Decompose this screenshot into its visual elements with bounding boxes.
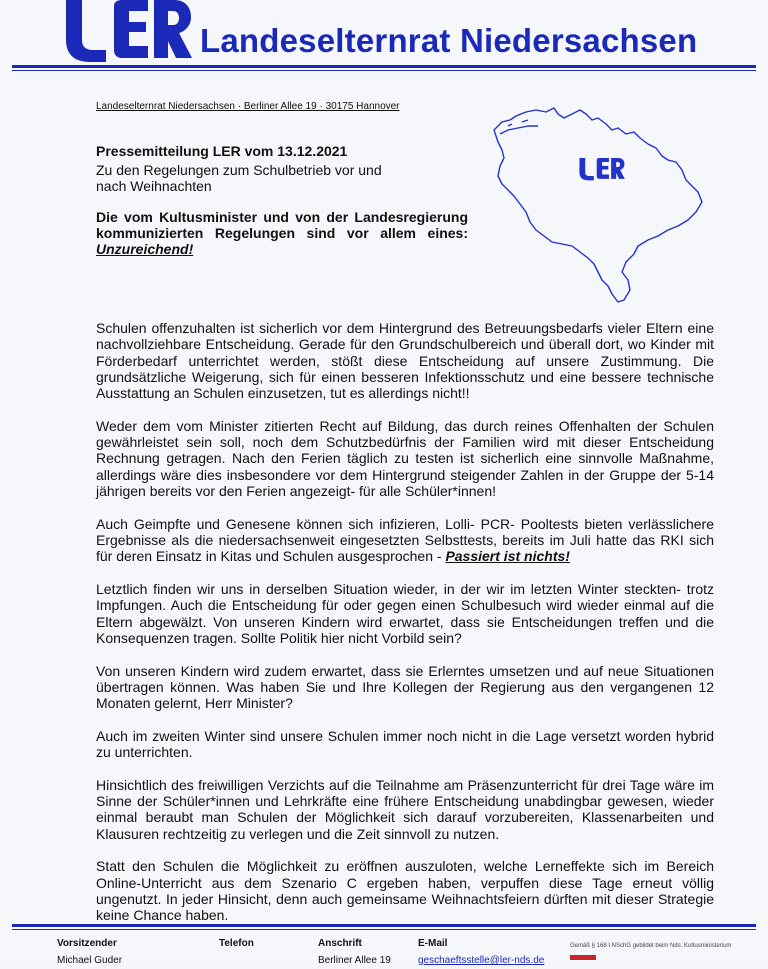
footer-chair-value: Michael Guder xyxy=(57,955,123,966)
footer-address-label: Anschrift xyxy=(318,938,362,949)
footer-chair-label: Vorsitzender xyxy=(57,938,117,949)
org-title: Landeselternrat Niedersachsen xyxy=(200,22,698,59)
footer-email-label: E-Mail xyxy=(418,938,448,949)
lead-statement xyxy=(96,209,468,257)
press-release-body xyxy=(96,320,714,940)
lower-saxony-map-icon xyxy=(488,104,728,309)
ler-logo-icon xyxy=(62,0,192,62)
paragraph: Hinsichtlich des freiwilligen Verzichts auf die Teilnahme am Präsenzunterricht für drei Tage wäre im Sinne der Schüler*innen und Lehrkräfte eine frühere Entscheidung unabdingbar gewesen, wieder einmal beraubt man Schulen der Möglichkeit sich darauf vorzubereiten, Klassenarbeiten und Klausuren rechtzeitig zu verlegen und die Zeit sinnvoll zu nutzen. xyxy=(96,776,714,842)
footer-chair xyxy=(57,935,122,969)
footer-phone xyxy=(219,935,254,952)
press-release-heading: Pressemitteilung LER vom 13.12.2021 xyxy=(96,143,348,159)
footer-legal-note: Gemäß § 168 I NSchG gebildet beim Nds. Kultusministerium xyxy=(570,943,732,949)
paragraph: Letztlich finden wir uns in derselben Situation wieder, in der wir im letzten Winter steckten- trotz Impfungen. Auch die Entscheidung für oder gegen einen Schulbesuch wird wieder einmal auf die Eltern abgewälzt. Von unseren Kindern wird erwartet, dass sie Entscheidungen treffen und die Konsequenzen tragen. Sollte Politik hier nicht Vorbild sein? xyxy=(96,581,714,646)
paragraph: Schulen offenzuhalten ist sicherlich vor dem Hintergrund des Betreuungsbedarfs vieler Eltern eine nachvollziehbare Entscheidung. Gerade für den Grundschulbereich und überall dort, wo Kinder mit Förderbedarf unterrichtet werden, stößt diese Entscheidung auf unsere Zustimmung. Die grundsätzliche Weigerung, sich für einen besseren Infektionsschutz und eine bessere technische Ausstattung an Schulen einzusetzen, tut es allerdings nicht!! xyxy=(96,320,714,402)
paragraph: Auch im zweiten Winter sind unsere Schulen immer noch nicht in die Lage versetzt worden hybrid zu unterrichten. xyxy=(96,727,714,761)
footer-email-link[interactable]: geschaeftsstelle@ler-nds.de xyxy=(418,955,545,966)
header-divider xyxy=(12,65,756,68)
paragraph: Von unseren Kindern wird zudem erwartet, dass sie Erlerntes umsetzen und auf neue Situationen übertragen können. Was haben Sie und Ihre Kollegen der Regierung aus den vergangenen 12 Monaten gelernt, Herr Minister? xyxy=(96,662,714,712)
paragraph: Weder dem vom Minister zitierten Recht auf Bildung, das durch reines Offenhalten der Schulen gewährleistet sein soll, noch dem Schutzbedürfnis der Familien wird mit dieser Entscheidung Rechnung getragen. Nach den Ferien täglich zu testen ist sicherlich eine sinnvolle Maßnahme, allerdings wäre dies insbesondere vor dem Hintergrund steigender Zahlen in der Gruppe der 5-14 jährigen bereits vor den Ferien angezeigt- für alle Schüler*innen! xyxy=(96,417,714,500)
footer-divider-thin xyxy=(12,929,756,930)
footer-email xyxy=(418,935,544,969)
header-divider-thin xyxy=(12,70,756,71)
footer-phone-label: Telefon xyxy=(219,938,254,949)
paragraph-emphasis: Passiert ist nichts! xyxy=(445,548,570,565)
footer-address xyxy=(318,935,391,969)
ministry-logo-mark xyxy=(570,955,596,960)
footer-divider xyxy=(12,924,756,927)
lead-text: Die vom Kultusminister und von der Landesregierung kommunizierten Regelungen sind vor allem eines: xyxy=(96,209,468,241)
paragraph xyxy=(96,516,714,565)
footer-address-value: Berliner Allee 19 xyxy=(318,955,391,966)
sender-address: Landeselternrat Niedersachsen · Berliner Allee 19 · 30175 Hannover xyxy=(96,101,400,112)
paragraph-text: Auch Geimpfte und Genesene können sich infizieren, Lolli- PCR- Pooltests bieten verlässlichere Ergebnisse als die niedersachsenweit eingesetzten Selbsttests, bereits im Juli hatte das RKI sich für deren Einsatz in Kitas und Schulen ausgesprochen - xyxy=(96,515,714,565)
lead-emphasis: Unzureichend! xyxy=(96,241,194,257)
paragraph: Statt den Schulen die Möglichkeit zu eröffnen auszuloten, welche Lerneffekte sich im Bereich Online-Unterricht aus dem Szenario C ergeben haben, verpuffen diese Tage erneut völlig ungenutzt. In jeder Hinsicht, denn auch gemeinsame Weihnachtsfeiern dürften mit dieser Strategie keine Chance haben. xyxy=(96,858,714,924)
press-release-subheading: Zu den Regelungen zum Schulbetrieb vor und nach Weihnachten xyxy=(96,162,382,194)
letterhead xyxy=(0,0,768,78)
